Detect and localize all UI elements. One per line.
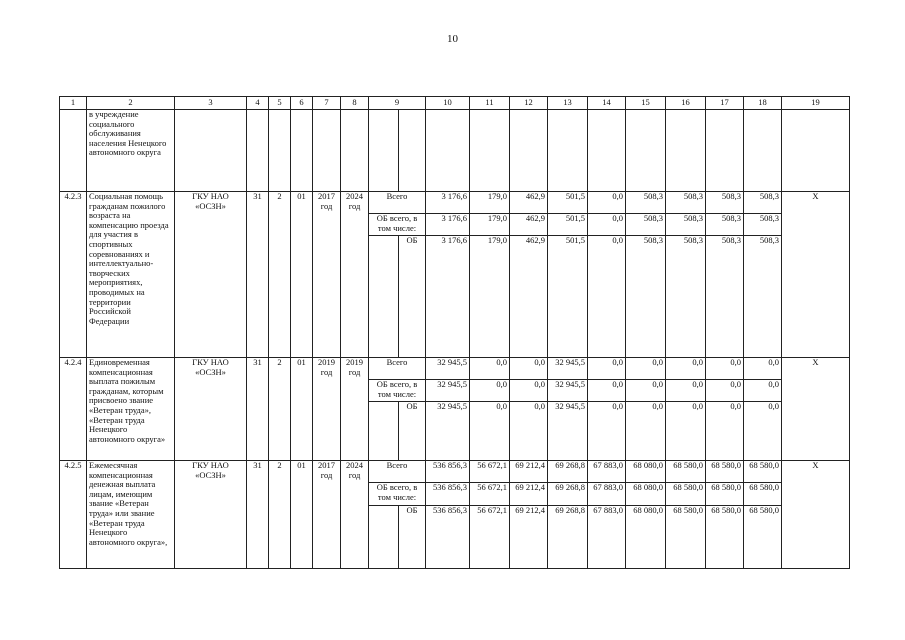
amount-cell: 0,0 [470, 402, 510, 461]
funding-source-label: Всего [369, 461, 426, 483]
funding-source-label: ОБ [399, 402, 426, 461]
cell [510, 110, 548, 192]
column-number-row [60, 97, 850, 110]
funding-source-label: Всего [369, 192, 426, 214]
code-cell: 31 [247, 358, 269, 461]
item-name-continued: в учреждение социального обслуживания населения Ненецкого автономного округа [87, 110, 175, 192]
code-cell: 2 [269, 358, 291, 461]
amount-cell: 32 945,5 [426, 402, 470, 461]
cell [247, 110, 269, 192]
amount-cell: 508,3 [626, 214, 666, 236]
cell [341, 110, 369, 192]
amount-cell: 0,0 [744, 402, 782, 461]
code-cell: 2 [269, 192, 291, 358]
cell [369, 402, 399, 461]
table-row [60, 358, 850, 380]
page-number: 10 [447, 33, 458, 45]
amount-cell: 179,0 [470, 192, 510, 214]
amount-cell: 501,5 [548, 236, 588, 358]
amount-cell: 0,0 [706, 358, 744, 380]
amount-cell: 68 580,0 [666, 506, 706, 569]
amount-cell: 68 580,0 [744, 506, 782, 569]
amount-cell: 32 945,5 [426, 380, 470, 402]
amount-cell: 508,3 [666, 236, 706, 358]
start-year: 2017 год [313, 461, 341, 569]
item-name: Социальная помощь гражданам пожилого возраста на компенсацию проезда для участия в спортивных соревнованиях и интеллектуально-творческих мероприятиях, проводимых на территории Российской Федерации [87, 192, 175, 358]
amount-cell: 56 672,1 [470, 483, 510, 506]
amount-cell: 462,9 [510, 214, 548, 236]
amount-cell: 3 176,6 [426, 192, 470, 214]
item-name: Ежемесячная компенсационная денежная выплата лицам, имеющим звание «Ветеран труда» или звание «Ветеран труда Ненецкого автономного округа», [87, 461, 175, 569]
amount-cell: 0,0 [706, 380, 744, 402]
result-indicator: X [782, 192, 850, 358]
executor: ГКУ НАО «ОСЗН» [175, 192, 247, 358]
amount-cell: 68 580,0 [744, 461, 782, 483]
amount-cell: 67 883,0 [588, 506, 626, 569]
amount-cell: 68 580,0 [744, 483, 782, 506]
amount-cell: 0,0 [510, 402, 548, 461]
amount-cell: 508,3 [626, 192, 666, 214]
item-name: Единовременная компенсационная выплата пожилым гражданам, которым присвоено звание «Ветеран труда», «Ветеран труда Ненецкого автономного округа» [87, 358, 175, 461]
table-row [60, 461, 850, 483]
col-header: 4 [247, 97, 269, 110]
amount-cell: 0,0 [744, 358, 782, 380]
cell [626, 110, 666, 192]
amount-cell: 536 856,3 [426, 483, 470, 506]
amount-cell: 68 580,0 [706, 461, 744, 483]
amount-cell: 32 945,5 [548, 358, 588, 380]
funding-source-label: ОБ всего, в том числе: [369, 214, 426, 236]
amount-cell: 3 176,6 [426, 214, 470, 236]
funding-source-label: Всего [369, 358, 426, 380]
amount-cell: 0,0 [588, 358, 626, 380]
col-header: 15 [626, 97, 666, 110]
cell [470, 110, 510, 192]
amount-cell: 462,9 [510, 192, 548, 214]
col-header: 2 [87, 97, 175, 110]
item-number: 4.2.4 [60, 358, 87, 461]
amount-cell: 0,0 [744, 380, 782, 402]
result-indicator: X [782, 358, 850, 461]
cell [588, 110, 626, 192]
amount-cell: 0,0 [626, 358, 666, 380]
cell [666, 110, 706, 192]
amount-cell: 67 883,0 [588, 461, 626, 483]
amount-cell: 0,0 [588, 402, 626, 461]
start-year: 2019 год [313, 358, 341, 461]
amount-cell: 56 672,1 [470, 506, 510, 569]
amount-cell: 69 212,4 [510, 506, 548, 569]
col-header: 17 [706, 97, 744, 110]
cell [369, 236, 399, 358]
cell [548, 110, 588, 192]
amount-cell: 0,0 [588, 214, 626, 236]
end-year: 2019 год [341, 358, 369, 461]
amount-cell: 508,3 [706, 236, 744, 358]
executor: ГКУ НАО «ОСЗН» [175, 461, 247, 569]
code-cell: 31 [247, 461, 269, 569]
col-header: 7 [313, 97, 341, 110]
amount-cell: 0,0 [626, 380, 666, 402]
col-header: 3 [175, 97, 247, 110]
funding-source-label: ОБ [399, 236, 426, 358]
code-cell: 01 [291, 461, 313, 569]
end-year: 2024 год [341, 461, 369, 569]
col-header: 10 [426, 97, 470, 110]
amount-cell: 508,3 [744, 214, 782, 236]
amount-cell: 68 580,0 [666, 483, 706, 506]
col-header: 11 [470, 97, 510, 110]
amount-cell: 56 672,1 [470, 461, 510, 483]
amount-cell: 0,0 [666, 358, 706, 380]
amount-cell: 508,3 [626, 236, 666, 358]
amount-cell: 0,0 [510, 358, 548, 380]
amount-cell: 0,0 [626, 402, 666, 461]
item-number: 4.2.3 [60, 192, 87, 358]
col-header: 12 [510, 97, 548, 110]
col-header: 8 [341, 97, 369, 110]
amount-cell: 68 580,0 [706, 483, 744, 506]
amount-cell: 69 212,4 [510, 483, 548, 506]
amount-cell: 508,3 [666, 192, 706, 214]
cell [369, 110, 399, 192]
amount-cell: 0,0 [666, 402, 706, 461]
item-number: 4.2.5 [60, 461, 87, 569]
start-year: 2017 год [313, 192, 341, 358]
amount-cell: 68 580,0 [666, 461, 706, 483]
amount-cell: 179,0 [470, 236, 510, 358]
executor: ГКУ НАО «ОСЗН» [175, 358, 247, 461]
amount-cell: 0,0 [588, 192, 626, 214]
cell [60, 110, 87, 192]
amount-cell: 0,0 [588, 236, 626, 358]
col-header: 14 [588, 97, 626, 110]
col-header: 5 [269, 97, 291, 110]
cell [313, 110, 341, 192]
amount-cell: 0,0 [706, 402, 744, 461]
amount-cell: 508,3 [706, 192, 744, 214]
amount-cell: 69 212,4 [510, 461, 548, 483]
funding-source-label: ОБ всего, в том числе: [369, 483, 426, 506]
amount-cell: 69 268,8 [548, 483, 588, 506]
col-header: 1 [60, 97, 87, 110]
amount-cell: 536 856,3 [426, 506, 470, 569]
amount-cell: 462,9 [510, 236, 548, 358]
amount-cell: 32 945,5 [548, 380, 588, 402]
cell [744, 110, 782, 192]
amount-cell: 501,5 [548, 192, 588, 214]
amount-cell: 69 268,8 [548, 461, 588, 483]
result-indicator: X [782, 461, 850, 569]
cell [426, 110, 470, 192]
cell [782, 110, 850, 192]
amount-cell: 0,0 [666, 380, 706, 402]
amount-cell: 179,0 [470, 214, 510, 236]
col-header: 6 [291, 97, 313, 110]
col-header: 13 [548, 97, 588, 110]
program-table [59, 96, 850, 569]
amount-cell: 0,0 [588, 380, 626, 402]
code-cell: 01 [291, 192, 313, 358]
col-header: 19 [782, 97, 850, 110]
amount-cell: 69 268,8 [548, 506, 588, 569]
cell [175, 110, 247, 192]
amount-cell: 0,0 [470, 380, 510, 402]
amount-cell: 508,3 [706, 214, 744, 236]
amount-cell: 0,0 [470, 358, 510, 380]
cell [399, 110, 426, 192]
amount-cell: 501,5 [548, 214, 588, 236]
col-header: 18 [744, 97, 782, 110]
code-cell: 01 [291, 358, 313, 461]
funding-source-label: ОБ [399, 506, 426, 569]
col-header: 16 [666, 97, 706, 110]
amount-cell: 68 080,0 [626, 506, 666, 569]
amount-cell: 3 176,6 [426, 236, 470, 358]
cell [269, 110, 291, 192]
cell [706, 110, 744, 192]
amount-cell: 508,3 [744, 192, 782, 214]
end-year: 2024 год [341, 192, 369, 358]
amount-cell: 68 080,0 [626, 461, 666, 483]
cell [369, 506, 399, 569]
code-cell: 31 [247, 192, 269, 358]
table-row [60, 192, 850, 214]
funding-source-label: ОБ всего, в том числе: [369, 380, 426, 402]
amount-cell: 536 856,3 [426, 461, 470, 483]
amount-cell: 508,3 [744, 236, 782, 358]
amount-cell: 67 883,0 [588, 483, 626, 506]
amount-cell: 0,0 [510, 380, 548, 402]
code-cell: 2 [269, 461, 291, 569]
continuation-row [60, 110, 850, 192]
amount-cell: 68 580,0 [706, 506, 744, 569]
amount-cell: 508,3 [666, 214, 706, 236]
amount-cell: 32 945,5 [426, 358, 470, 380]
amount-cell: 32 945,5 [548, 402, 588, 461]
col-header: 9 [369, 97, 426, 110]
amount-cell: 68 080,0 [626, 483, 666, 506]
cell [291, 110, 313, 192]
